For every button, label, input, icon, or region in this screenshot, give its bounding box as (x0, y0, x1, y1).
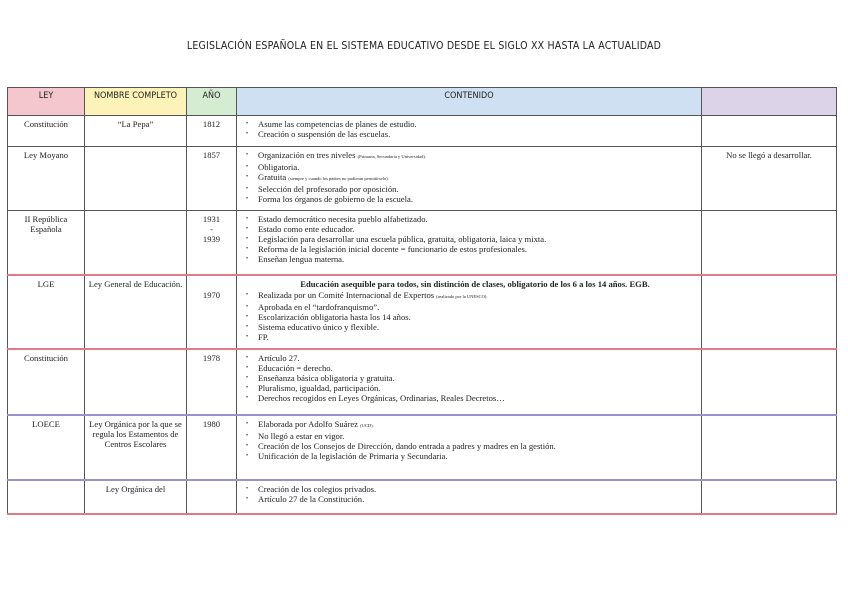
list-item: • Gratuita (siempre y cuando los padres no pudieran permitírselo). (246, 172, 698, 184)
cell-nombre (85, 349, 187, 415)
cell-ley: Constitución (8, 116, 85, 147)
list-item: • Pluralismo, igualdad, participación. (246, 383, 698, 393)
table-row (8, 415, 837, 480)
cell-extra (702, 275, 837, 349)
table-row (8, 275, 837, 349)
cell-ley: II República Española (8, 211, 85, 275)
list-item: • Enseñan lengua materna. (246, 254, 698, 264)
list-item: • Educación = derecho. (246, 363, 698, 373)
cell-contenido (237, 147, 702, 211)
list-item: • Obligatoria. (246, 162, 698, 172)
cell-ley: Ley Moyano (8, 147, 85, 211)
list-item: • Creación de los colegios privados. (246, 484, 698, 494)
header-row (8, 88, 837, 116)
cell-ano: 1980 (187, 415, 237, 480)
list-item: • Elaborada por Adolfo Suárez (UCD). (246, 419, 698, 431)
list-item: • Unificación de la legislación de Primaria y Secundaria. (246, 451, 698, 461)
cell-nombre: Ley Orgánica del (85, 480, 187, 514)
list-item: • Realizada por un Comité Internacional de Expertos (realizado por la UNESCO). (246, 290, 698, 302)
cell-extra (702, 211, 837, 275)
list-item: • Organización en tres niveles (Primaria, Secundaria y Universidad). (246, 150, 698, 162)
list-item: • No llegó a estar en vigor. (246, 431, 698, 441)
cell-contenido (237, 275, 702, 349)
list-item: • Enseñanza básica obligatoria y gratuita. (246, 373, 698, 383)
cell-ley: LGE (8, 275, 85, 349)
header-ano: AÑO (187, 88, 237, 116)
cell-nombre: “La Pepa” (85, 116, 187, 147)
list-item: • Asume las competencias de planes de estudio. (246, 119, 698, 129)
cell-ley: LOECE (8, 415, 85, 480)
list-item: • Aprobada en el “tardofranquismo”. (246, 302, 698, 312)
cell-contenido (237, 211, 702, 275)
document-title: LEGISLACIÓN ESPAÑOLA EN EL SISTEMA EDUCATIVO DESDE EL SIGLO XX HASTA LA ACTUALIDAD (186, 40, 662, 52)
cell-nombre: Ley Orgánica por la que se regula los Estamentos de Centros Escolares (85, 415, 187, 480)
cell-ley: Constitución (8, 349, 85, 415)
list-item: • Estado democrático necesita pueblo alfabetizado. (246, 214, 698, 224)
table-row (8, 349, 837, 415)
cell-extra (702, 349, 837, 415)
cell-ano (187, 480, 237, 514)
list-item: • Estado como ente educador. (246, 224, 698, 234)
cell-extra: No se llegó a desarrollar. (702, 147, 837, 211)
table-row (8, 116, 837, 147)
list-item: • Legislación para desarrollar una escuela pública, gratuita, obligatoria, laica y mixta. (246, 234, 698, 244)
list-item: • Derechos recogidos en Leyes Orgánicas, Ordinarias, Reales Decretos… (246, 393, 698, 403)
cell-extra (702, 116, 837, 147)
cell-nombre: Ley General de Educación. (85, 275, 187, 349)
cell-contenido (237, 116, 702, 147)
list-item: • FP. (246, 332, 698, 342)
list-item: • Forma los órganos de gobierno de la escuela. (246, 194, 698, 204)
cell-contenido (237, 349, 702, 415)
list-item: • Reforma de la legislación inicial docente = funcionario de estos profesionales. (246, 244, 698, 254)
cell-ano: 1857 (187, 147, 237, 211)
cell-ano: 1812 (187, 116, 237, 147)
list-item: • Selección del profesorado por oposición. (246, 184, 698, 194)
table-row (8, 211, 837, 275)
cell-nombre (85, 211, 187, 275)
list-item: • Creación o suspensión de las escuelas. (246, 129, 698, 139)
list-item: • Artículo 27. (246, 353, 698, 363)
legislation-table (7, 87, 837, 515)
cell-extra (702, 415, 837, 480)
cell-ano: 1931 - 1939 (187, 211, 237, 275)
table-row (8, 147, 837, 211)
cell-ano: 1978 (187, 349, 237, 415)
header-nombre-completo: NOMBRE COMPLETO (85, 88, 187, 116)
header-ley: LEY (8, 88, 85, 116)
list-item: • Creación de los Consejos de Dirección, dando entrada a padres y madres en la gestión. (246, 441, 698, 451)
cell-extra (702, 480, 837, 514)
list-item: • Escolarización obligatoria hasta los 14 años. (246, 312, 698, 322)
table-row (8, 480, 837, 514)
cell-nombre (85, 147, 187, 211)
cell-ano: 1970 (187, 275, 237, 349)
list-item: • Artículo 27 de la Constitución. (246, 494, 698, 504)
cell-contenido (237, 480, 702, 514)
list-item: • Sistema educativo único y flexible. (246, 322, 698, 332)
cell-ley (8, 480, 85, 514)
cell-contenido (237, 415, 702, 480)
header-contenido: CONTENIDO (237, 88, 702, 116)
highlight-statement: Educación asequible para todos, sin distinción de clases, obligatorio de los 6 a los 14 años. EGB. (300, 278, 650, 289)
header-extra (702, 88, 837, 116)
